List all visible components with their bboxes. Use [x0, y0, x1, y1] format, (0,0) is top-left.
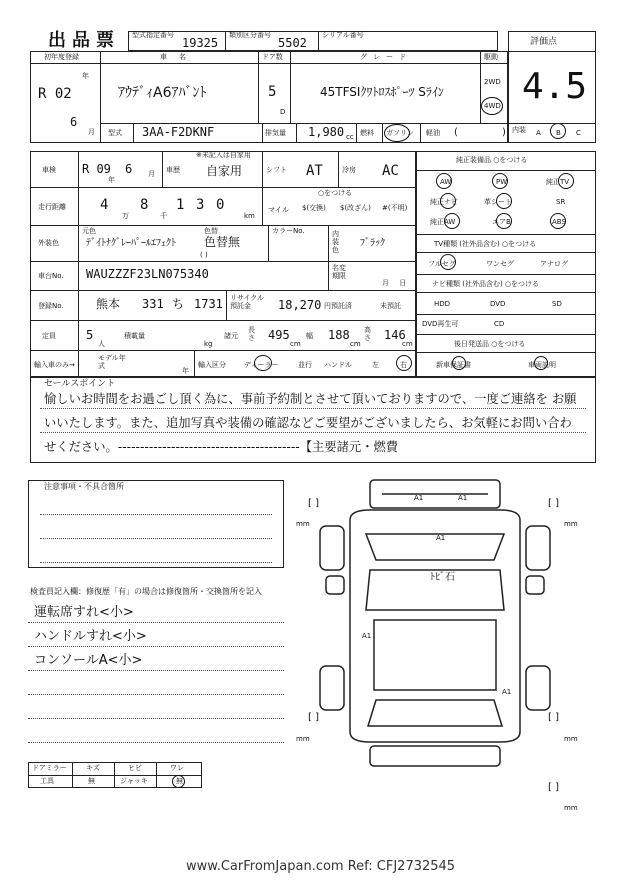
equip-tv: 純正TV — [546, 178, 570, 186]
drive-4wd-circle — [481, 97, 503, 115]
mileage-digit-2: 8 — [140, 197, 149, 213]
damage-mark-6: A1 — [502, 688, 512, 696]
equip-aw: AW — [440, 178, 452, 186]
note-item-2: ハンドルすれ<小> — [34, 629, 147, 644]
mile-note: ○をつける — [318, 189, 353, 197]
reg-class: 331 — [142, 297, 164, 311]
ac-value: AC — [382, 163, 399, 179]
mileage-digit-5: 0 — [216, 197, 225, 213]
tv-oneseg: ワンセグ — [486, 260, 514, 268]
equip-sr: SR — [556, 198, 566, 206]
grade-label: グレード — [360, 53, 412, 61]
mileage-label: 走行距離 — [38, 203, 66, 211]
tire-bracket-4: [ ] — [548, 712, 559, 723]
type-value: 3AA-F2DKNF — [142, 125, 215, 139]
mileage-digit-1: 4 — [100, 197, 109, 213]
handle-label: ハンドル — [324, 361, 352, 369]
tv-title: TV種類 (社外品含む) ○をつける — [434, 240, 537, 248]
navi-title: ナビ種類 (社外品含む) ○をつける — [432, 280, 540, 288]
tire-mm-4: mm — [564, 735, 578, 743]
mileage-digit-3: 1 — [176, 197, 185, 213]
reg-label: 登録No. — [38, 302, 64, 310]
first-reg-label: 初年度登録 — [44, 53, 79, 61]
color-paren: ( ) — [200, 251, 208, 259]
navi-dvd-play: DVD再生可 — [422, 320, 459, 328]
color-original-value: ﾃﾞｲﾄﾅｸﾞﾚｰﾊﾟｰﾙｴﾌｪｸﾄ — [86, 238, 176, 249]
equip-genuine-aw: 純正AW — [430, 218, 456, 226]
interior-color-value: ﾌﾞﾗｯｸ — [360, 238, 385, 249]
navi-hdd: HDD — [434, 300, 451, 308]
fuel-label: 燃料 — [360, 129, 374, 137]
sales-line-2: いいたします。また、追加写真や装備の確認などご要望がございましたら、お気軽にお問い合わ — [44, 416, 572, 430]
page-title: 出品票 — [48, 30, 120, 51]
import-label: 輸入車のみ→ — [34, 361, 75, 369]
shift-value: AT — [306, 163, 323, 179]
type-label: 型式 — [108, 129, 122, 137]
import-dealer: ディーラー — [244, 361, 279, 369]
shaken-label: 車検 — [42, 166, 56, 174]
usage-value: 自家用 — [206, 164, 243, 178]
equip-abs: ABS — [552, 218, 566, 226]
door-count: 5 — [268, 84, 277, 100]
mile-exchanged: $(交換) — [302, 204, 326, 212]
category-value: 5502 — [278, 36, 307, 50]
mileage-unit-km: km — [244, 212, 255, 220]
recycle-not: 未預託 — [380, 302, 401, 310]
fuel-circle — [384, 124, 410, 142]
note-item-1: 運転席すれ<小> — [34, 605, 134, 620]
tire-mm-2: mm — [564, 520, 578, 528]
reg-number: 1731 — [194, 297, 223, 311]
import-parallel: 並行 — [298, 361, 312, 369]
interior-grade-a: A — [536, 129, 541, 137]
doors-label: ドア数 — [262, 53, 283, 61]
model-year-unit: 年 — [182, 367, 189, 375]
cc-unit: cc — [346, 133, 354, 141]
color-name-label: 色替 — [204, 227, 218, 235]
shaken-month-unit: 月 — [148, 170, 155, 178]
equip-pw: PW — [496, 178, 508, 186]
navi-dvd: DVD — [490, 300, 506, 308]
shaken-year: R 09 — [82, 162, 111, 176]
notes-box — [28, 480, 284, 568]
sales-line-3: せください。-----------------------------------------【主要諸元・燃費 — [44, 440, 399, 454]
notes-title: 注意事項・不具合箇所 — [44, 482, 124, 491]
serial-label: シリアル番号 — [322, 31, 364, 39]
score-value: 4.5 — [522, 66, 588, 107]
width-label: 幅 — [306, 332, 313, 340]
car-diagram — [290, 470, 590, 770]
length-value: 495 — [268, 328, 290, 342]
ac-label: 冷房 — [342, 166, 356, 174]
grade-value: 45TFSIｸﾜﾄﾛｽﾎﾟｰﾂ Sﾗｲﾝ — [320, 85, 444, 99]
drive-4wd: 4WD — [484, 102, 501, 110]
import-type-label: 輸入区分 — [198, 361, 226, 369]
color-original-label: 元色 — [82, 227, 96, 235]
damage-mark-2: A1 — [458, 494, 468, 502]
score-label: 評価点 — [530, 37, 558, 47]
legend-value-1: 工具 — [40, 777, 54, 785]
equip-leather: 革シート — [484, 198, 512, 206]
mile-label: マイル — [268, 206, 289, 214]
interior-grade-b: B — [556, 129, 561, 137]
displacement-value: 1,980 — [308, 125, 345, 139]
first-reg-year: R 02 — [38, 86, 72, 102]
load-label: 積載量 — [124, 332, 145, 340]
docs-title: 後日発送品 ○をつける — [454, 340, 526, 348]
recycle-amount: 18,270 — [278, 298, 322, 312]
navi-sd: SD — [552, 300, 562, 308]
sales-line-1: 愉しいお時間をお過ごし頂く為に、事前予約制とさせて頂いておりますので、一度ご連絡を お願 — [44, 392, 577, 406]
mileage-unit-man: 万 — [122, 212, 129, 220]
shift-label: シフト — [266, 166, 287, 174]
displacement-label: 排気量 — [265, 129, 286, 137]
footer-watermark: www.CarFromJapan.com Ref: CFJ2732545 — [186, 859, 456, 874]
drive-label: 駆動 — [484, 53, 498, 61]
tire-bracket-5: [ ] — [548, 782, 559, 793]
door-suffix: D — [280, 108, 286, 116]
interior-label: 内装 — [512, 126, 526, 134]
tire-bracket-1: [ ] — [308, 498, 319, 509]
equip-navi: 純正ナビ — [430, 198, 458, 206]
model-year-label: モデル年式 — [98, 354, 126, 371]
vin-value: WAUZZZF23LN075340 — [86, 267, 209, 281]
sales-label: セールスポイント — [44, 379, 116, 389]
color-no-label: カラーNo. — [272, 227, 305, 235]
capacity-value: 5 — [86, 328, 94, 342]
height-value: 146 — [384, 328, 406, 342]
fuel-gasoline: ガソリン — [386, 129, 414, 137]
name-change-units: 月 日 — [382, 279, 407, 287]
recycle-unit: 円預託済 — [324, 302, 352, 310]
category-label: 類別区分番号 — [229, 31, 271, 39]
damage-mark-4: ﾄﾋﾞ石 — [430, 572, 455, 583]
docs-warranty: 新車保証書 — [436, 361, 471, 369]
capacity-unit: 人 — [98, 340, 105, 348]
tire-bracket-2: [ ] — [548, 498, 559, 509]
load-unit: kg — [204, 340, 213, 348]
capacity-label: 定員 — [42, 332, 56, 340]
legend-header-4: ワレ — [170, 764, 184, 772]
handle-left: 左 — [372, 361, 379, 369]
first-reg-month: 6 — [70, 115, 78, 129]
handle-right: 右 — [400, 361, 407, 369]
legend-value-3: ジャッキ — [120, 777, 148, 785]
length-label: 長さ — [248, 326, 255, 343]
tire-mm-5: mm — [564, 804, 578, 812]
damage-mark-5: A1 — [362, 632, 372, 640]
color-change-value: 色替無 — [204, 235, 241, 249]
tire-bracket-3: [ ] — [308, 712, 319, 723]
name-change-label: 名変期限 — [332, 264, 346, 281]
tire-mm-3: mm — [296, 735, 310, 743]
first-reg-year-unit: 年 — [82, 72, 89, 80]
equip-airbag: エアB — [492, 218, 511, 226]
height-label: 高さ — [364, 326, 371, 343]
mileage-digit-4: 3 — [196, 197, 205, 213]
mile-unknown: #(不明) — [382, 204, 408, 212]
note-item-3: コンソールA<小> — [34, 653, 143, 668]
shaken-month: 6 — [125, 162, 133, 176]
name-label: 車名 — [160, 53, 198, 61]
model-designation-label: 型式指定番号 — [132, 31, 174, 39]
mileage-unit-sen: 千 — [160, 212, 167, 220]
legend-value-4: 無 — [176, 777, 183, 785]
shaken-year-unit: 年 — [108, 176, 115, 184]
reg-kana: ち — [172, 297, 185, 311]
color-label: 外装色 — [38, 239, 59, 247]
tv-analog: アナログ — [540, 260, 568, 268]
length-unit: cm — [290, 340, 301, 348]
interior-grade-c: C — [576, 129, 581, 137]
drive-2wd: 2WD — [484, 78, 501, 86]
damage-mark-1: A1 — [414, 494, 424, 502]
inspector-title: 検査員記入欄：修復歴「有」の場合は修復箇所・交換箇所を記入 — [30, 587, 262, 596]
recycle-label: リサイクル預託金 — [230, 294, 265, 311]
legend-header-3: ヒビ — [128, 764, 142, 772]
width-unit: cm — [350, 340, 361, 348]
legend-header-2: キズ — [86, 764, 100, 772]
legend-value-2: 無 — [88, 777, 95, 785]
dealer-circle — [254, 355, 272, 371]
width-value: 188 — [328, 328, 350, 342]
navi-cd: CD — [494, 320, 505, 328]
first-reg-month-unit: 月 — [88, 128, 95, 136]
interior-color-label: 内装色 — [332, 230, 339, 255]
docs-manual: 車両説明 — [528, 361, 556, 369]
damage-mark-3: A1 — [436, 534, 446, 542]
tire-mm-1: mm — [296, 520, 310, 528]
usage-label: 車歴 — [166, 166, 180, 174]
usage-note: ※未記入は自家用 — [196, 151, 251, 159]
legend-header-1: ドアミラー — [32, 764, 67, 772]
vin-label: 車台No. — [38, 272, 64, 280]
oil-label: 軽油 — [426, 129, 440, 137]
handle-right-circle — [396, 355, 412, 371]
model-designation-value: 19325 — [182, 36, 219, 50]
interior-b-circle — [550, 123, 566, 139]
dims-label: 諸元 — [224, 332, 238, 340]
reg-region: 熊本 — [96, 297, 121, 311]
vehicle-name: ｱｳﾃﾞｨA6ｱﾊﾞﾝﾄ — [118, 85, 207, 101]
mile-altered: $(改ざん) — [340, 204, 371, 212]
height-unit: cm — [402, 340, 413, 348]
equipment-title: 純正装備品 ○をつける — [456, 156, 528, 164]
tv-fullseg: フルセグ — [428, 260, 456, 268]
